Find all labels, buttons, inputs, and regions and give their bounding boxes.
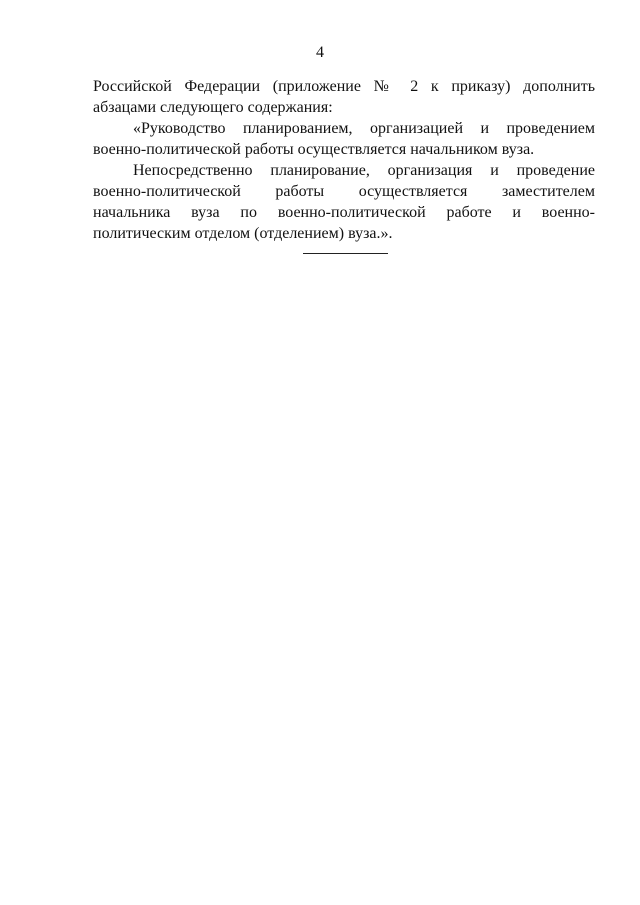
text-line: Непосредственно планирование, организация и проведение xyxy=(133,162,595,179)
text-line: политическим отделом (отделением) вуза.». xyxy=(93,225,393,242)
text-line: начальника вуза по военно-политической работе и военно- xyxy=(93,204,595,221)
paragraph-quote-start xyxy=(93,118,595,160)
end-separator-line xyxy=(303,253,388,254)
paragraph-quote-end xyxy=(93,160,595,244)
paragraph-continuation xyxy=(93,76,595,118)
document-body xyxy=(93,76,595,244)
text-line: Российской Федерации (приложение № 2 к приказу) дополнить xyxy=(93,78,595,95)
text-line: военно-политической работы осуществляется начальником вуза. xyxy=(93,141,535,158)
text-line: «Руководство планированием, организацией и проведением xyxy=(133,120,595,137)
text-line: абзацами следующего содержания: xyxy=(93,99,333,116)
text-line: военно-политической работы осуществляется заместителем xyxy=(93,183,595,200)
page-number: 4 xyxy=(316,44,324,61)
